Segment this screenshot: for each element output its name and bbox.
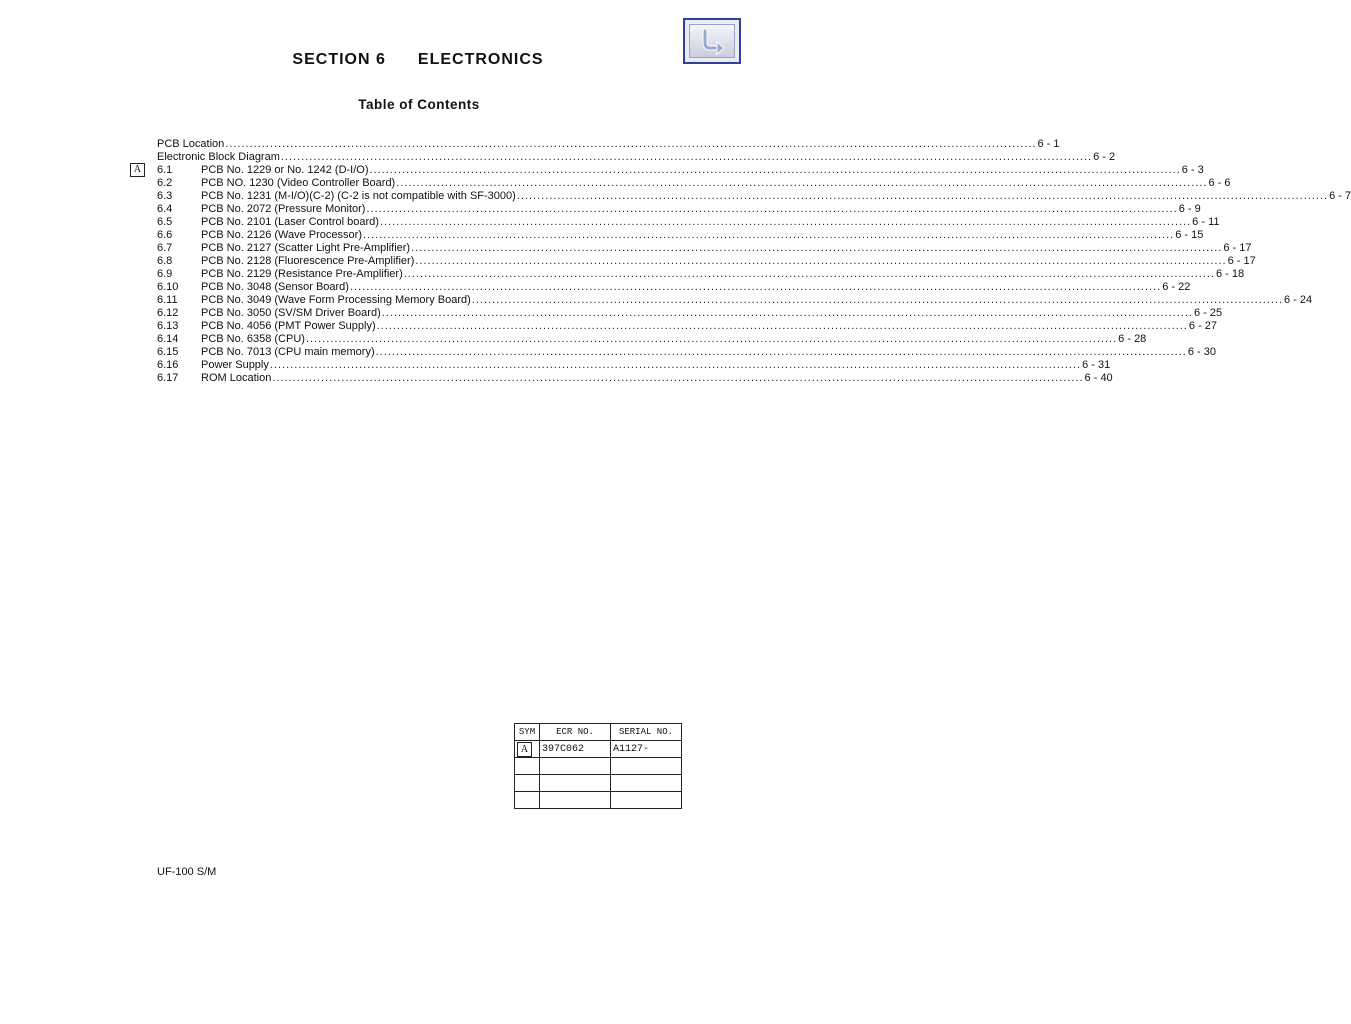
ecr-header-ecr-no: ECR NO. xyxy=(540,724,611,741)
toc-entry-page: 6 - 40 xyxy=(1084,372,1113,384)
toc-entry-number: 6.14 xyxy=(157,333,179,345)
toc-entry-page: 6 - 9 xyxy=(1178,203,1201,215)
toc-entry-number: 6.4 xyxy=(157,203,173,215)
toc-entry[interactable] xyxy=(157,307,1223,320)
toc-leader-dots: ........................................................................................................................................................................................................ xyxy=(471,294,1284,306)
section-title xyxy=(0,51,836,69)
toc-entry-page: 6 - 31 xyxy=(1082,359,1111,371)
ecr-table-row xyxy=(515,758,682,775)
toc-entry[interactable] xyxy=(157,333,1147,346)
toc-entry[interactable] xyxy=(157,320,1218,333)
toc-entry[interactable] xyxy=(157,190,1351,203)
footer-model: UF-100 S/M xyxy=(157,866,217,878)
toc-leader-dots: ........................................................................................................................................................................................................ xyxy=(403,268,1215,280)
toc-entry[interactable] xyxy=(157,177,1231,190)
ecr-table-body xyxy=(515,741,682,809)
toc-entry-number: 6.13 xyxy=(157,320,179,332)
toc-leader-dots: ........................................................................................................................................................................................................ xyxy=(366,203,1178,215)
toc-entry[interactable] xyxy=(157,268,1245,281)
toc-leader-dots: ........................................................................................................................................................................................................ xyxy=(369,164,1181,176)
toc-entry-page: 6 - 27 xyxy=(1188,320,1218,332)
toc-entry-label: PCB Location xyxy=(157,138,225,150)
revision-mark: A xyxy=(130,163,145,177)
toc-leader-dots: ........................................................................................................................................................................................................ xyxy=(272,372,1084,384)
toc-entry-number: 6.9 xyxy=(157,268,173,280)
ecr-serial-cell xyxy=(611,775,682,792)
ecr-sym-cell xyxy=(515,792,540,809)
toc-entry[interactable] xyxy=(157,242,1252,255)
ecr-number-cell xyxy=(540,792,611,809)
toc-entry-label: PCB No. 7013 (CPU main memory) xyxy=(201,346,375,358)
toc-entry[interactable] xyxy=(157,138,1060,151)
toc-entry-number: 6.3 xyxy=(157,190,173,202)
toc-title: Table of Contents xyxy=(358,97,480,112)
ecr-serial-cell: A1127- xyxy=(611,741,682,758)
toc-leader-dots: ........................................................................................................................................................................................................ xyxy=(305,333,1118,345)
toc-entry-label: PCB No. 6358 (CPU) xyxy=(201,333,305,345)
toc-entry-label: PCB No. 3049 (Wave Form Processing Memory Board) xyxy=(201,294,471,306)
toc-entry-number: 6.7 xyxy=(157,242,173,254)
toc-entry-label: Power Supply xyxy=(201,359,269,371)
toc-entry-number: 6.2 xyxy=(157,177,173,189)
toc-leader-dots: ........................................................................................................................................................................................................ xyxy=(376,320,1188,332)
toc-entry-number: 6.8 xyxy=(157,255,173,267)
toc-entry-number: 6.16 xyxy=(157,359,179,371)
toc-entry-page: 6 - 1 xyxy=(1037,138,1060,150)
toc-entry-page: 6 - 22 xyxy=(1162,281,1191,293)
toc-entry-label: PCB NO. 1230 (Video Controller Board) xyxy=(201,177,396,189)
toc-entry[interactable] xyxy=(157,216,1220,229)
toc-entry-page: 6 - 24 xyxy=(1284,294,1313,306)
table-of-contents xyxy=(133,138,1351,385)
toc-entry-label: PCB No. 2072 (Pressure Monitor) xyxy=(201,203,366,215)
toc-leader-dots: ........................................................................................................................................................................................................ xyxy=(269,359,1082,371)
toc-entry-label: PCB No. 2126 (Wave Processor) xyxy=(201,229,362,241)
ecr-number-cell xyxy=(540,758,611,775)
ecr-sym-cell xyxy=(515,758,540,775)
toc-entry-page: 6 - 28 xyxy=(1118,333,1147,345)
toc-entry-page: 6 - 25 xyxy=(1193,307,1223,319)
toc-entry-page: 6 - 17 xyxy=(1227,255,1256,267)
ecr-serial-cell xyxy=(611,792,682,809)
toc-leader-dots: ........................................................................................................................................................................................................ xyxy=(411,242,1223,254)
toc-entry[interactable] xyxy=(157,151,1116,164)
section-name: ELECTRONICS xyxy=(417,51,544,68)
toc-entry[interactable] xyxy=(157,281,1191,294)
toc-entry-page: 6 - 6 xyxy=(1208,177,1231,189)
ecr-serial-cell xyxy=(611,758,682,775)
toc-entry-number: 6.10 xyxy=(157,281,179,293)
toc-entry-label: PCB No. 2129 (Resistance Pre-Amplifier) xyxy=(201,268,403,280)
toc-leader-dots: ........................................................................................................................................................................................................ xyxy=(225,138,1037,150)
ecr-sym-cell xyxy=(515,741,540,758)
toc-entry-page: 6 - 11 xyxy=(1192,216,1220,228)
toc-entry-number: 6.6 xyxy=(157,229,173,241)
toc-entry-label: PCB No. 2128 (Fluorescence Pre-Amplifier) xyxy=(201,255,415,267)
ecr-table-header-row xyxy=(515,724,682,741)
toc-entry-page: 6 - 30 xyxy=(1187,346,1216,358)
toc-entry-page: 6 - 15 xyxy=(1175,229,1204,241)
toc-entry[interactable] xyxy=(157,294,1313,307)
ecr-header-sym: SYM xyxy=(515,724,540,741)
toc-entry-label: PCB No. 4056 (PMT Power Supply) xyxy=(201,320,376,332)
toc-entry[interactable] xyxy=(157,346,1216,359)
toc-entry[interactable] xyxy=(157,372,1113,385)
section-number: SECTION 6 xyxy=(292,51,386,68)
toc-entry-number: 6.11 xyxy=(157,294,178,306)
ecr-sym-mark: A xyxy=(517,742,532,757)
toc-leader-dots: ........................................................................................................................................................................................................ xyxy=(375,346,1187,358)
toc-entry-page: 6 - 3 xyxy=(1181,164,1204,176)
toc-entry-label: PCB No. 3048 (Sensor Board) xyxy=(201,281,349,293)
toc-entry-page: 6 - 18 xyxy=(1215,268,1245,280)
toc-leader-dots: ........................................................................................................................................................................................................ xyxy=(349,281,1162,293)
toc-entry-number: 6.15 xyxy=(157,346,179,358)
toc-entry-page: 6 - 2 xyxy=(1093,151,1116,163)
toc-entry-page: 6 - 7 xyxy=(1329,190,1351,202)
ecr-table-row xyxy=(515,775,682,792)
toc-entry-label: ROM Location xyxy=(201,372,272,384)
toc-leader-dots: ........................................................................................................................................................................................................ xyxy=(379,216,1192,228)
toc-entry-label: PCB No. 1229 or No. 1242 (D-I/O) xyxy=(201,164,369,176)
toc-entry[interactable] xyxy=(157,359,1111,372)
toc-leader-dots: ........................................................................................................................................................................................................ xyxy=(280,151,1093,163)
toc-entry-number: 6.5 xyxy=(157,216,173,228)
toc-entry-page: 6 - 17 xyxy=(1223,242,1252,254)
toc-leader-dots: ........................................................................................................................................................................................................ xyxy=(396,177,1208,189)
ecr-sym-cell xyxy=(515,775,540,792)
toc-leader-dots: ........................................................................................................................................................................................................ xyxy=(362,229,1175,241)
toc-entry-label: PCB No. 3050 (SV/SM Driver Board) xyxy=(201,307,381,319)
ecr-table-row xyxy=(515,741,682,758)
toc-entry[interactable] xyxy=(133,164,1204,177)
toc-entry-number: 6.1 xyxy=(157,164,173,176)
toc-entry-number: 6.12 xyxy=(157,307,179,319)
toc-entry-label: PCB No. 2101 (Laser Control board) xyxy=(201,216,379,228)
toc-entry-label: PCB No. 1231 (M-I/O)(C-2) (C-2 is not compatible with SF-3000) xyxy=(201,190,516,202)
toc-entry-label: Electronic Block Diagram xyxy=(157,151,280,163)
ecr-number-cell xyxy=(540,775,611,792)
toc-entry[interactable] xyxy=(157,229,1204,242)
toc-leader-dots: ........................................................................................................................................................................................................ xyxy=(516,190,1329,202)
ecr-table xyxy=(514,723,682,809)
toc-entry-label: PCB No. 2127 (Scatter Light Pre-Amplifier) xyxy=(201,242,411,254)
ecr-header-serial-no: SERIAL NO. xyxy=(611,724,682,741)
toc-leader-dots: ........................................................................................................................................................................................................ xyxy=(415,255,1227,267)
toc-leader-dots: ........................................................................................................................................................................................................ xyxy=(381,307,1193,319)
toc-entry[interactable] xyxy=(157,203,1201,216)
ecr-table-row xyxy=(515,792,682,809)
toc-entry-number: 6.17 xyxy=(157,372,179,384)
ecr-number-cell: 397C062 xyxy=(540,741,611,758)
toc-entry[interactable] xyxy=(157,255,1256,268)
